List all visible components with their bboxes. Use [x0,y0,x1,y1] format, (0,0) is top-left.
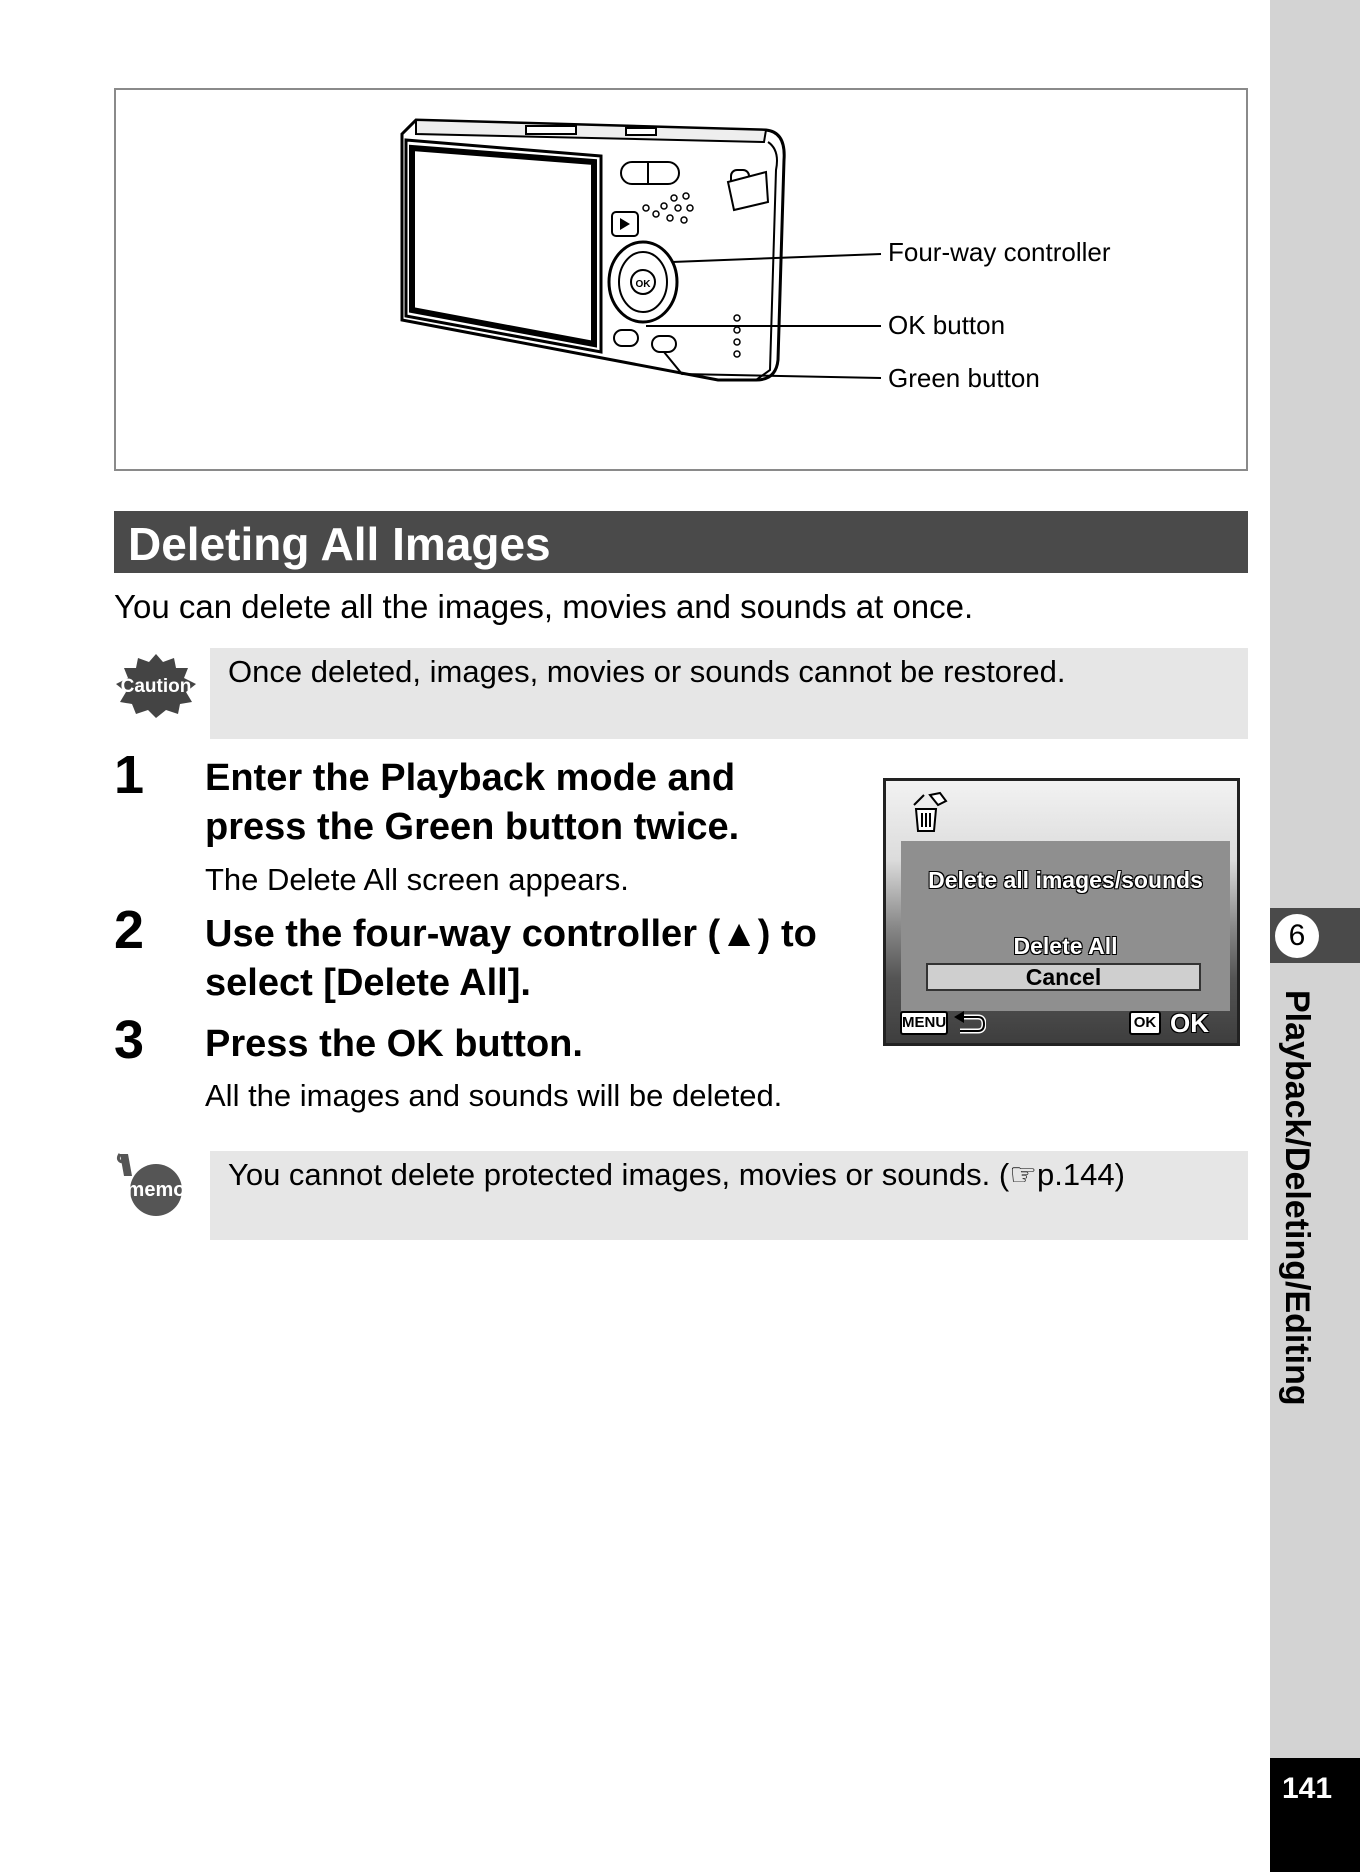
ok-label: OK [1170,1008,1209,1038]
option-delete-all[interactable]: Delete All [1013,933,1118,959]
camera-figure [114,88,1248,471]
menu-key: MENU [900,1011,948,1035]
callout-green-button: Green button [888,363,1040,393]
step-2-number: 2 [114,900,145,960]
step-3-number: 3 [114,1010,145,1070]
memo-icon-label: memo [126,1179,186,1201]
intro-text: You can delete all the images, movies and sounds at once. [114,588,974,625]
dialog-title: Delete all images/sounds [928,867,1203,893]
memo-text: You cannot delete protected images, movies or sounds. (☞p.144) [228,1157,1125,1192]
callout-ok-button: OK button [888,310,1006,340]
step-3-title [205,1020,583,1069]
step-3-title-line: Press the OK button. [205,1023,583,1065]
camera-ok-text: OK [635,279,651,290]
delete-all-screen [883,778,1240,1046]
ok-key: OK [1129,1011,1161,1035]
section-title: Deleting All Images [128,518,551,570]
step-2-title-line: select [Delete All]. [205,962,531,1004]
screen-footer [896,1009,1226,1041]
chapter-number: 6 [1275,914,1319,958]
caution-icon-label: Caution [120,676,192,697]
step-3-desc: All the images and sounds will be deleted. [205,1078,783,1113]
step-1-title-line: Enter the Playback mode and [205,757,736,799]
chapter-side-tab [1270,0,1360,1758]
memo-box [210,1151,1248,1240]
step-1-title [205,754,739,852]
caution-icon [114,652,198,718]
step-1-desc: The Delete All screen appears. [205,862,629,897]
callout-four-way-controller: Four-way controller [888,237,1111,267]
caution-text: Once deleted, images, movies or sounds cannot be restored. [228,654,1066,689]
caution-box [210,648,1248,739]
step-2-title [205,910,817,1008]
step-1-number: 1 [114,745,145,805]
step-1-title-line: press the Green button twice. [205,806,740,848]
trash-icon [906,791,950,835]
delete-dialog [901,841,1230,1011]
option-cancel[interactable]: Cancel [926,963,1201,991]
step-2-title-line: Use the four-way controller (▲) to [205,913,817,955]
chapter-label: Playback/Deleting/Editing [1278,990,1316,1406]
memo-icon [114,1152,190,1218]
section-heading [114,511,1248,573]
camera-back-illustration [116,90,1250,473]
page-number: 141 [1282,1772,1333,1805]
back-arrow-icon [952,1011,986,1037]
